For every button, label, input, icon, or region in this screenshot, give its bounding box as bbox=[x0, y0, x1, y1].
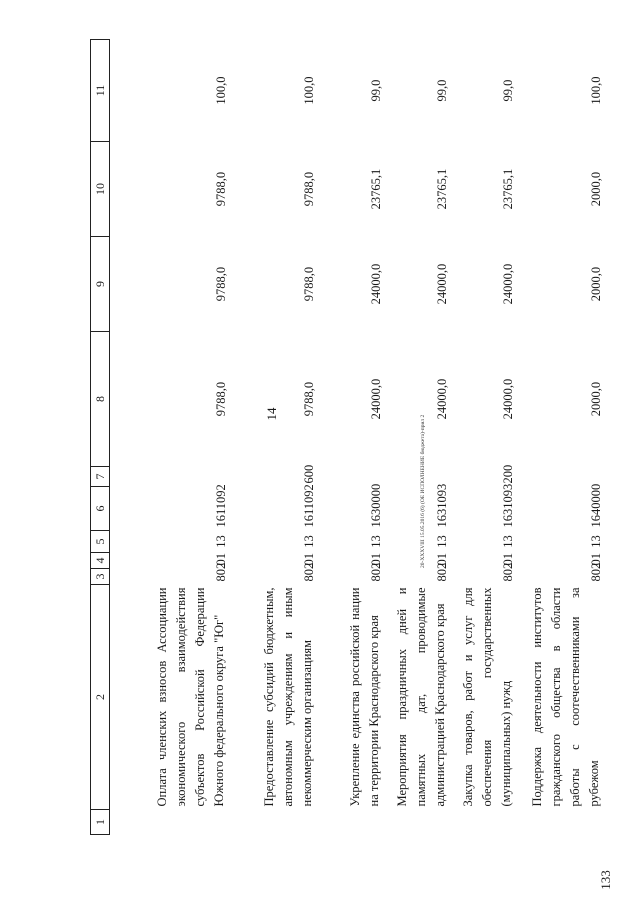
table-row bbox=[230, 40, 318, 835]
cell-planned: 2000,0 bbox=[588, 266, 603, 302]
cell-approved: 9788,0 bbox=[213, 381, 228, 417]
cell-admin-code: 802 bbox=[301, 562, 316, 582]
rotated-table-container bbox=[90, 40, 603, 835]
column-number: 8 bbox=[91, 332, 110, 467]
cell-target-item: 1640000 bbox=[588, 483, 603, 528]
cell-target-item: 1631093 bbox=[500, 483, 515, 528]
column-number: 3 bbox=[91, 569, 110, 585]
cell-expense-type: 600 bbox=[301, 464, 316, 484]
column-number: 7 bbox=[91, 467, 110, 487]
cell-executed: 9788,0 bbox=[301, 171, 316, 207]
row-description: Закупка товаров, работ и услуг для обеспечения государственных (муниципальных) нужд bbox=[460, 587, 513, 807]
cell-executed: 23765,1 bbox=[368, 168, 383, 210]
table-row bbox=[517, 40, 605, 835]
cell-target-item: 1611092 bbox=[301, 484, 316, 528]
column-number: 9 bbox=[91, 237, 110, 332]
table-row bbox=[385, 40, 451, 835]
cell-expense-type bbox=[110, 467, 230, 487]
column-number: 10 bbox=[91, 142, 110, 237]
cell-approved: 2000,0 bbox=[588, 381, 603, 417]
cell-admin-code: 802 bbox=[588, 562, 603, 582]
cell-admin-code: 802 bbox=[368, 562, 383, 582]
cell-percent: 100,0 bbox=[301, 76, 316, 105]
cell-executed: 23765,1 bbox=[434, 168, 449, 210]
cell-expense-type: 200 bbox=[500, 464, 515, 484]
table-row bbox=[110, 40, 230, 835]
page-number: 14 bbox=[264, 407, 279, 421]
cell-planned: 24000,0 bbox=[434, 263, 449, 305]
column-number: 2 bbox=[91, 585, 110, 810]
column-number: 5 bbox=[91, 531, 110, 553]
cell-section: 01 bbox=[588, 553, 603, 566]
row-description: Укрепление единства российской нации на территории Краснодарского края bbox=[347, 587, 381, 807]
row-description: Оплата членских взносов Ассоциации экономического взаимодействия субъектов Российской Федерации Южного федерального округа "Юг" bbox=[154, 587, 226, 807]
cell-executed: 2000,0 bbox=[588, 171, 603, 207]
cell-target-item: 1631093 bbox=[434, 483, 449, 528]
cell-subsection: 13 bbox=[434, 535, 449, 548]
sheet-number: 133 bbox=[598, 870, 613, 890]
cell-subsection: 13 bbox=[301, 535, 316, 548]
cell-planned: 24000,0 bbox=[368, 263, 383, 305]
column-number-row bbox=[91, 40, 110, 835]
cell-section: 01 bbox=[301, 553, 316, 566]
column-number: 4 bbox=[91, 553, 110, 569]
cell-percent: 100,0 bbox=[588, 76, 603, 105]
column-number: 1 bbox=[91, 810, 110, 835]
cell-planned: 9788,0 bbox=[301, 266, 316, 302]
column-number: 6 bbox=[91, 487, 110, 531]
cell-approved: 24000,0 bbox=[368, 378, 383, 420]
cell-target-item: 1630000 bbox=[368, 483, 383, 528]
cell-section: 01 bbox=[368, 553, 383, 566]
cell-planned: 9788,0 bbox=[213, 266, 228, 302]
row-description: Предоставление субсидий бюджетным, автономным учреждениям и иным некоммерческим организациям bbox=[261, 587, 314, 807]
table-row bbox=[451, 40, 517, 835]
cell-percent: 99,0 bbox=[368, 79, 383, 102]
cell-target-item: 1611092 bbox=[213, 484, 228, 528]
cell-percent: 100,0 bbox=[213, 76, 228, 105]
cell-approved: 9788,0 bbox=[301, 381, 316, 417]
column-number: 11 bbox=[91, 40, 110, 142]
cell-executed: 23765,1 bbox=[500, 168, 515, 210]
cell-subsection: 13 bbox=[588, 535, 603, 548]
budget-table bbox=[90, 39, 605, 835]
cell-section: 01 bbox=[434, 553, 449, 566]
cell-approved: 24000,0 bbox=[500, 378, 515, 420]
cell-executed: 9788,0 bbox=[213, 171, 228, 207]
row-description: Поддержка деятельности институтов гражданского общества в области работы с соотечественниками за рубежом bbox=[529, 587, 601, 807]
cell-subsection: 13 bbox=[213, 535, 228, 548]
cell-section: 01 bbox=[213, 553, 228, 566]
cell-subsection: 13 bbox=[500, 535, 515, 548]
row-description: Мероприятия праздничных дней и памятных дат, проводимые администрацией Краснодарского края bbox=[394, 587, 447, 807]
cell-percent: 99,0 bbox=[434, 79, 449, 102]
footer-file-path: 20-XXXVIII 15.05.2016 (6) (OE ИСПОЛНЕНИЕ бюджета)-прил 2 bbox=[420, 414, 426, 568]
cell-planned: 24000,0 bbox=[500, 263, 515, 305]
cell-admin-code: 802 bbox=[500, 562, 515, 582]
cell-section: 01 bbox=[500, 553, 515, 566]
cell-approved: 24000,0 bbox=[434, 378, 449, 420]
cell-percent: 99,0 bbox=[500, 79, 515, 102]
table-row bbox=[318, 40, 385, 835]
cell-subsection: 13 bbox=[368, 535, 383, 548]
cell-admin-code: 802 bbox=[213, 562, 228, 582]
cell-admin-code: 802 bbox=[434, 562, 449, 582]
